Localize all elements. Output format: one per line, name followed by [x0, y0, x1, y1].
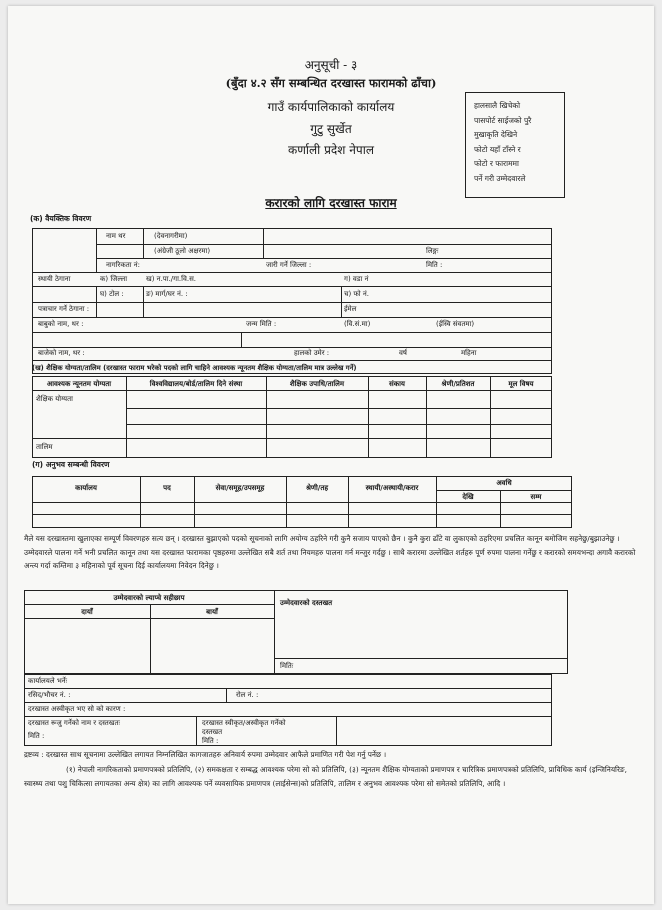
grandfather-name-label: बाजेको नाम, थर :	[38, 349, 85, 357]
name-label: नाम थर	[106, 232, 126, 240]
edu-col-header: विश्वविद्यालय/बोर्ड/तालिम दिने संस्था	[149, 380, 243, 388]
exp-col-header: अवधि	[496, 479, 512, 487]
section-a-heading: (क) वैयक्तिक विवरण	[30, 214, 92, 223]
approver-signature-label: दस्तखत	[202, 728, 223, 736]
exp-col-header: सेवा/समूह/उपसमूह	[215, 484, 265, 492]
photo-box-line: फोटो यहाँ टाँस्ने र	[474, 144, 521, 154]
rejection-reason-label: दरखास्त अस्वीकृत भए सो को कारण :	[28, 705, 126, 713]
edu-col-header: शैक्षिक उपाधि/तालिम	[289, 380, 345, 388]
devanagari-name-label: (देवनागरीमा)	[154, 232, 188, 240]
photo-box-line: पर्ने गरी उम्मेदवारले	[474, 173, 526, 183]
form-subtitle: (बुँदा ४.२ सँग सम्बन्धित दरखास्त फारामको ढाँचा)	[225, 76, 437, 90]
declaration-text: मैले यस दरखास्तमा खुलाएका सम्पूर्ण विवरणहरु सत्य छन् । दरखास्त बुझाएको पदको सूचनाको लागि अयोग्य ठहरिने गरी कुनै सजाय पाएको छैन । कुनै कुरा ढाँटे वा लुकाएको ठहरिएमा प्रचलित कानून बमोजिम सहनेछु/बुझाउनेछु । उम्मेदवारले पालना गर्ने भनी प्रचलित कानून तथा यस दरखास्त फारामका पृष्ठहरुमा उल्लेखित सबै शर्त तथा नियमहरु पालना गर्न मन्जुर गर्दछु । साथै करारमा उल्लेखित शर्तहरु पूर्ण रुपमा पालना गर्नेछु र करारको समयभन्दा अगावै करारको अन्त्य गर्दा कम्तिमा ३ महिनाको पूर्व सूचना दिई कार्यालयमा निवेदन दिनेछु ।	[24, 534, 636, 570]
municipality-name: गुटु सुर्खेत	[310, 122, 352, 136]
municipality-label: ख) न.पा./गा.वि.स.	[146, 275, 197, 283]
signature-date-label: मितिः	[280, 662, 294, 670]
current-age-label: हालको उमेर :	[294, 349, 330, 357]
issued-district-label: जारी गर्ने जिल्ला :	[266, 261, 312, 269]
exp-col-header: स्थायी/अस्थायी/करार	[365, 484, 419, 492]
dob-label: जन्म मिति :	[246, 320, 277, 328]
age-months-label: महिना	[461, 349, 477, 357]
postal-address-label: पत्राचार गर्ने ठेगाना :	[38, 305, 90, 313]
exp-period-from: देखि	[462, 493, 474, 501]
edu-col-header: संकाय	[389, 380, 405, 388]
tole-label: घ) टोल :	[100, 290, 124, 298]
exp-col-header: श्रेणी/तह	[305, 484, 329, 492]
note-heading: द्रष्टव्य : दरखास्त साथ सूचनामा उल्लेखित लगायत निम्नलिखित कागजातहरु अनिवार्य रुपमा उम्मेदवार आफैले प्रमाणित गरी पेश गर्नु पर्नेछ ।	[24, 750, 387, 759]
approver-label: दरखास्त स्वीकृत/अस्वीकृत गर्नेको	[202, 719, 286, 727]
note-document-list: (१) नेपाली नागरिकताको प्रमाणपत्रको प्रतिलिपि, (२) समकक्षता र सम्बद्ध आवश्यक परेमा सो को प्रतिलिपि, (३) न्यूनतम शैक्षिक योग्यताको प्रमाणपत्र र चारित्रिक प्रमाणपत्रको प्रतिलिपि, प्राविधिक कार्य (इन्जिनियरिङ, स्वास्थ्य तथा पशु चिकित्सा लगायतका अन्य क्षेत्र) का लागि आवश्यक पर्ने व्यवसायिक प्रमाणपत्र (लाईसेन्स)को प्रतिलिपि, तालिम र अनुभव आवश्यक परेमा सो समेतको प्रतिलिपि, आदि ।	[24, 765, 627, 788]
citizenship-label: नागरिकता नं:	[106, 261, 140, 269]
district-label: क) जिल्ला	[100, 275, 128, 283]
section-b-heading: (ख) शैक्षिक योग्यता/तालिम (दरखास्त फाराम भरेको पदको लागि चाहिने आवश्यक न्यूनतम शैक्षिक योग्यता/तालिम मात्र उल्लेख गर्ने)	[32, 364, 357, 372]
photo-box-line: मुखाकृति देखिने	[474, 130, 518, 139]
office-fill-label: कार्यालयले भर्नेः	[28, 677, 68, 685]
province-name: कर्णाली प्रदेश नेपाल	[288, 143, 374, 157]
road-label: ङ) मार्ग/घर नं. :	[146, 290, 188, 298]
age-years-label: वर्ष	[399, 349, 407, 357]
right-thumb-label: दायाँ	[81, 608, 93, 616]
roll-number-label: रोल नं. :	[236, 691, 259, 699]
date-label: मिति :	[426, 261, 443, 269]
photo-box-line: पासपोर्ट साईजको पुरै	[474, 115, 532, 125]
father-name-label: बाबुको नाम, थर :	[38, 320, 84, 328]
dob-ad-label: (ईस्वि संवतमा)	[436, 320, 475, 328]
left-thumb-label: बायाँ	[206, 608, 218, 616]
ward-label: ग) वडा नं	[344, 275, 369, 283]
photo-box-line: फोटो र फाराममा	[474, 159, 519, 168]
edu-col-header: श्रेणी/प्रतिशत	[441, 380, 475, 388]
phone-label: च) फो नं.	[344, 290, 369, 298]
schedule-label: अनुसूची - ३	[304, 58, 358, 72]
form-title: करारको लागि दरखास्त फाराम	[265, 196, 397, 210]
thumbprint-label: उम्मेदवारको ल्याप्चे सहीछाप	[113, 594, 185, 602]
approver-date-label: मिति :	[202, 737, 219, 745]
gender-label: लिङ्गः	[426, 247, 439, 255]
exp-col-header: पद	[163, 484, 171, 492]
section-c-heading: (ग) अनुभव सम्बन्धी विवरण	[32, 460, 110, 469]
form-page	[8, 6, 654, 904]
registrar-label: दरखास्त रूजु गर्नेको नाम र दस्तखतः	[28, 719, 120, 727]
candidate-signature-label: उम्मेदवारको दस्तखत	[280, 599, 333, 607]
email-label: ईमेल	[344, 305, 357, 313]
receipt-label: रसिद/भौचर नं. :	[28, 691, 71, 699]
permanent-address-label: स्थायी ठेगाना	[38, 275, 71, 283]
edu-col-header: मूल विषय	[508, 380, 534, 388]
exp-col-header: कार्यालय	[75, 484, 97, 492]
photo-box-line: हालसालै खिचेको	[474, 101, 521, 110]
exp-period-to: सम्म	[530, 493, 542, 501]
photo-box	[465, 92, 565, 198]
office-name: गाउँ कार्यपालिकाको कार्यालय	[267, 100, 395, 114]
edu-row-label: तालिम	[36, 443, 53, 451]
edu-row-label: शैक्षिक योग्यता	[36, 395, 73, 403]
dob-vs-label: (वि.सं.मा)	[344, 320, 371, 328]
english-name-label: (अंग्रेजी ठूलो अक्षरमा)	[154, 247, 211, 255]
edu-col-header: आवश्यक न्यूनतम योग्यता	[46, 380, 112, 388]
registrar-date-label: मिति :	[28, 732, 45, 740]
